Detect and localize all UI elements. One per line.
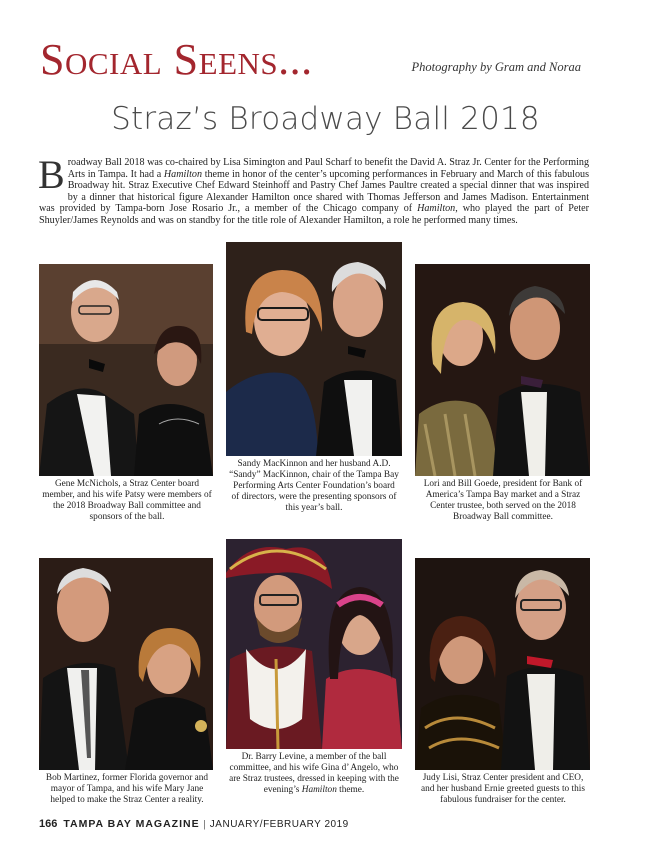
magazine-name: TAMPA BAY MAGAZINE (63, 818, 200, 830)
intro-text-2: theme in honor of the center’s upcoming performances in February and March of this fabulous Broadway hit. Straz Executive Chef Edward Steinhoff and Pastry Chef James Paultre created a special dinner that was inspired by a dinner that historical figure Alexander Hamilton once shared with Thomas Jefferson and James Madison. Entertainment was provided by Tampa-born Jose Rosario Jr., a member of the Chicago company of (39, 168, 589, 215)
issue-date: JANUARY/FEBRUARY 2019 (209, 819, 349, 830)
photo-credit: Photography by Gram and Noraa (411, 60, 581, 74)
photo-martinez (39, 558, 213, 770)
article-title: Straz’s Broadway Ball 2018 (111, 101, 540, 137)
page-footer (39, 818, 349, 830)
photo-mackinnon (226, 242, 402, 456)
caption-mackinnon: Sandy MacKinnon and her husband A.D. “Sandy” MacKinnon, chair of the Tampa Bay Performing Arts Center Foundation’s board of directors, were the presenting sponsors of this year’s ball. (229, 459, 399, 513)
photo-levine (226, 539, 402, 749)
caption-levine-text-a: Dr. Barry Levine, a member of the ball committee, and his wife Gina d’ Angelo, who are Straz trustees, dressed in keeping with the evening’s (229, 752, 399, 795)
drop-cap: B (38, 152, 65, 197)
caption-levine-em: Hamilton (301, 785, 337, 795)
footer-separator: | (203, 818, 206, 830)
caption-martinez: Bob Martinez, former Florida governor and mayor of Tampa, and his wife Mary Jane helped to make the Straz Center a reality. (45, 773, 209, 805)
section-title: Social Seens... (40, 35, 313, 84)
caption-levine (229, 752, 399, 796)
photo-goede (415, 264, 590, 476)
intro-text-1: roadway Ball 2018 was co-chaired by Lisa Simington and Paul Scharf to benefit the David A. Straz Jr. Center for the Performing Arts in Tampa. It had a (67, 157, 589, 180)
page-number: 166 (39, 818, 58, 830)
intro-text-3: , who played the part of Peter Shuyler/James Reynolds and was on standby for the title role of Alexander Hamilton, a role he performed many times. (39, 203, 589, 226)
intro-paragraph (38, 152, 589, 227)
caption-lisi: Judy Lisi, Straz Center president and CEO, and her husband Ernie greeted guests to this fabulous fundraiser for the center. (421, 773, 585, 805)
caption-levine-text-b: theme. (336, 785, 365, 795)
intro-em-1: Hamilton (163, 168, 203, 180)
caption-mcnichols: Gene McNichols, a Straz Center board member, and his wife Patsy were members of the 2018 Broadway Ball committee and sponsors of the ball. (42, 479, 212, 522)
photo-lisi (415, 558, 590, 770)
photo-mcnichols (39, 264, 213, 476)
intro-em-2: Hamilton (417, 203, 456, 215)
caption-goede: Lori and Bill Goede, president for Bank of America’s Tampa Bay market and a Straz Center trustee, both served on the 2018 Broadway Ball committee. (423, 479, 583, 522)
